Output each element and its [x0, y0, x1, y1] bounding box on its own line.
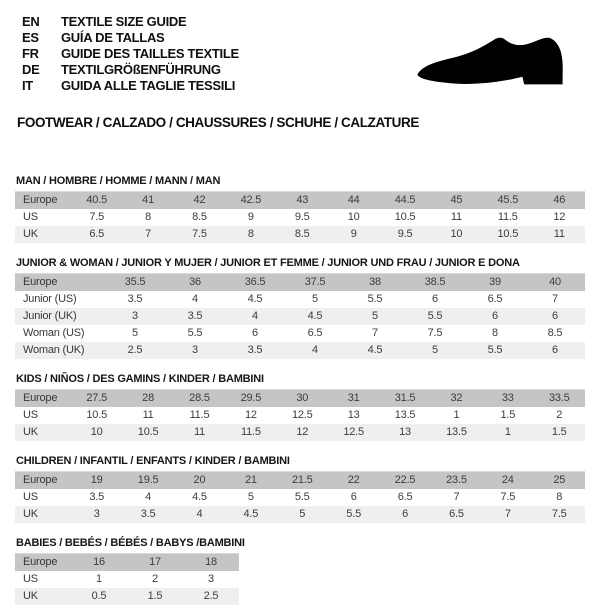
size-value: 6 [402, 508, 408, 520]
size-value: 7 [504, 508, 511, 520]
size-value: 36.5 [244, 276, 266, 288]
size-table-section [15, 455, 585, 523]
language-code: FR [22, 46, 39, 61]
size-value: 10 [90, 426, 103, 438]
size-value: 11.5 [240, 426, 261, 438]
size-value: 22 [347, 474, 360, 486]
size-value: 6.5 [487, 293, 503, 305]
size-value: 28 [142, 392, 154, 404]
row-label: US [23, 491, 38, 503]
size-value: 1.5 [500, 409, 516, 421]
size-value: 16 [93, 556, 105, 568]
size-value: 6 [552, 310, 558, 322]
size-table-section [15, 175, 585, 243]
size-value: 4 [192, 293, 198, 305]
table-row [15, 192, 585, 210]
language-label: GUÍA DE TALLAS [61, 30, 165, 45]
size-value: 21.5 [291, 474, 313, 486]
language-code: DE [22, 62, 40, 77]
size-table-section [15, 257, 585, 359]
size-value: 10.5 [86, 409, 107, 421]
size-table-title: JUNIOR & WOMAN / JUNIOR Y MUJER / JUNIOR ET FEMME / JUNIOR UND FRAU / JUNIOR E DONA [16, 257, 520, 269]
size-value: 4.5 [367, 344, 383, 356]
size-value: 37.5 [304, 276, 326, 288]
row-label: US [23, 573, 38, 585]
size-value: 7 [372, 327, 378, 339]
size-value: 11 [142, 409, 154, 421]
size-value: 10 [450, 228, 463, 240]
size-value: 5.5 [367, 293, 383, 305]
size-value: 28.5 [189, 392, 210, 404]
size-value: 12 [244, 409, 257, 421]
size-value: 0.5 [91, 590, 107, 602]
size-value: 11.5 [189, 409, 210, 421]
size-value: 3.5 [247, 344, 263, 356]
size-value: 18 [205, 556, 217, 568]
size-value: 7.5 [192, 228, 207, 240]
size-value: 33 [501, 392, 514, 404]
size-table-title: BABIES / BEBÉS / BÉBÉS / BABYS /BAMBINI [16, 537, 245, 549]
size-value: 5.5 [427, 310, 443, 322]
size-value: 31 [347, 392, 360, 404]
size-value: 39 [489, 276, 501, 288]
language-code: ES [22, 30, 39, 45]
size-value: 4 [252, 310, 258, 322]
row-label: Junior (US) [23, 293, 77, 305]
size-value: 2 [556, 409, 563, 421]
size-value: 29.5 [240, 392, 262, 404]
size-value: 12.5 [291, 409, 313, 421]
size-value: 5.5 [346, 508, 361, 520]
size-value: 31.5 [394, 392, 416, 404]
size-value: 10.5 [394, 211, 416, 223]
size-value: 8 [556, 491, 563, 503]
row-label: Europe [23, 556, 58, 568]
size-value: 40 [549, 276, 561, 288]
size-value: 5 [312, 293, 318, 305]
size-value: 1.5 [147, 590, 163, 602]
size-value: 23.5 [446, 474, 467, 486]
size-value: 13 [347, 409, 360, 421]
table-row [15, 209, 585, 226]
size-value: 41 [142, 194, 154, 206]
table-row [15, 274, 585, 292]
size-value: 12.5 [343, 426, 364, 438]
row-label: Europe [23, 392, 58, 404]
size-value: 35.5 [124, 276, 146, 288]
table-row [15, 291, 585, 308]
row-label: UK [23, 508, 38, 520]
row-label: UK [23, 228, 38, 240]
size-value: 3 [132, 310, 138, 322]
size-value: 8.5 [547, 327, 563, 339]
size-value: 6.5 [397, 491, 413, 503]
size-value: 40.5 [86, 194, 107, 206]
size-table-title: KIDS / NIÑOS / DES GAMINS / KINDER / BAMBINI [16, 373, 264, 385]
language-label: TEXTILE SIZE GUIDE [61, 14, 187, 29]
size-value: 8 [247, 228, 254, 240]
size-value: 7.5 [551, 508, 567, 520]
size-value: 21 [244, 474, 257, 486]
size-tables [15, 175, 585, 605]
size-value: 19 [90, 474, 103, 486]
size-value: 2.5 [127, 344, 143, 356]
size-value: 6 [552, 344, 558, 356]
row-label: Woman (UK) [23, 344, 85, 356]
size-value: 3.5 [89, 491, 105, 503]
size-value: 44.5 [394, 194, 416, 206]
table-row [15, 554, 239, 572]
size-value: 10 [347, 211, 360, 223]
row-label: US [23, 211, 38, 223]
size-value: 4.5 [192, 491, 207, 503]
table-row [15, 506, 585, 523]
size-value: 9 [350, 228, 357, 240]
size-value: 1 [453, 409, 460, 421]
size-value: 5 [432, 344, 438, 356]
language-label: GUIDE DES TAILLES TEXTILE [61, 46, 239, 61]
size-value: 10.5 [497, 228, 519, 240]
size-value: 11.5 [497, 211, 518, 223]
size-value: 20 [193, 474, 206, 486]
size-value: 30 [296, 392, 309, 404]
size-value: 6 [252, 327, 258, 339]
size-value: 7 [145, 228, 152, 240]
table-row [15, 489, 585, 506]
size-value: 8.5 [294, 228, 310, 240]
size-value: 6.5 [89, 228, 105, 240]
size-value: 33.5 [548, 392, 570, 404]
size-value: 19.5 [137, 474, 159, 486]
size-value: 13.5 [394, 409, 416, 421]
row-label: UK [23, 426, 38, 438]
size-value: 4 [196, 508, 203, 520]
size-table-title: MAN / HOMBRE / HOMME / MANN / MAN [16, 175, 221, 187]
size-value: 13.5 [446, 426, 467, 438]
size-value: 4.5 [247, 293, 263, 305]
row-label: US [23, 409, 38, 421]
size-table [15, 273, 585, 359]
row-label: Europe [23, 194, 58, 206]
language-code: EN [22, 14, 40, 29]
size-table [15, 389, 585, 441]
size-value: 6 [350, 491, 357, 503]
size-value: 5 [299, 508, 306, 520]
size-value: 13 [399, 426, 411, 438]
size-value: 38.5 [424, 276, 446, 288]
shoe-icon [406, 24, 584, 100]
table-row [15, 226, 585, 243]
size-value: 11 [450, 211, 462, 223]
table-row [15, 407, 585, 424]
row-label: UK [23, 590, 38, 602]
size-value: 27.5 [86, 392, 107, 404]
size-value: 8.5 [192, 211, 207, 223]
size-value: 5.5 [487, 344, 503, 356]
size-table-section [15, 537, 585, 605]
size-table [15, 191, 585, 243]
size-value: 3.5 [127, 293, 143, 305]
size-value: 24 [501, 474, 514, 486]
size-value: 6.5 [449, 508, 464, 520]
size-table [15, 553, 239, 605]
size-value: 32 [450, 392, 463, 404]
size-value: 8 [492, 327, 498, 339]
size-value: 11 [193, 426, 205, 438]
size-value: 7 [552, 293, 558, 305]
size-table-section [15, 373, 585, 441]
size-value: 12 [296, 426, 309, 438]
size-value: 2.5 [203, 590, 219, 602]
size-value: 7.5 [89, 211, 105, 223]
category-heading: FOOTWEAR / CALZADO / CHAUSSURES / SCHUHE / CALZATURE [17, 115, 419, 130]
size-value: 3 [192, 344, 198, 356]
table-row [15, 571, 239, 588]
language-label: GUIDA ALLE TAGLIE TESSILI [61, 78, 236, 93]
row-label: Woman (US) [23, 327, 85, 339]
row-label: Europe [23, 474, 58, 486]
size-value: 9.5 [294, 211, 310, 223]
size-value: 7 [453, 491, 460, 503]
size-value: 3.5 [187, 310, 203, 322]
size-value: 43 [296, 194, 309, 206]
size-value: 42 [193, 194, 206, 206]
size-table [15, 471, 585, 523]
language-code: IT [22, 78, 33, 93]
row-label: Junior (UK) [23, 310, 77, 322]
size-value: 12 [553, 211, 566, 223]
size-value: 4.5 [243, 508, 259, 520]
table-row [15, 342, 585, 359]
size-value: 11 [553, 228, 565, 240]
table-row [15, 390, 585, 408]
size-value: 6 [432, 293, 438, 305]
size-value: 3 [93, 508, 100, 520]
size-value: 7.5 [427, 327, 443, 339]
size-value: 9.5 [397, 228, 413, 240]
size-value: 4.5 [307, 310, 323, 322]
size-value: 6 [492, 310, 498, 322]
size-value: 5.5 [294, 491, 310, 503]
size-value: 8 [145, 211, 152, 223]
size-value: 25 [553, 474, 566, 486]
size-table-title: CHILDREN / INFANTIL / ENFANTS / KINDER / BAMBINI [16, 455, 290, 467]
size-value: 1.5 [551, 426, 567, 438]
size-value: 38 [369, 276, 381, 288]
size-value: 42.5 [240, 194, 262, 206]
size-value: 36 [189, 276, 201, 288]
size-value: 9 [247, 211, 254, 223]
size-value: 2 [152, 573, 158, 585]
table-row [15, 588, 239, 605]
size-value: 5 [132, 327, 138, 339]
size-value: 44 [347, 194, 360, 206]
language-label: TEXTILGRÖßENFÜHRUNG [61, 62, 221, 77]
row-label: Europe [23, 276, 58, 288]
table-row [15, 472, 585, 490]
table-row [15, 424, 585, 441]
size-value: 1 [504, 426, 511, 438]
size-value: 5.5 [187, 327, 203, 339]
size-value: 1 [96, 573, 102, 585]
size-value: 6.5 [307, 327, 323, 339]
size-value: 45 [450, 194, 463, 206]
size-value: 22.5 [394, 474, 416, 486]
size-value: 3 [208, 573, 214, 585]
size-value: 17 [149, 556, 161, 568]
size-value: 5 [247, 491, 254, 503]
size-value: 45.5 [497, 194, 519, 206]
table-row [15, 308, 585, 325]
size-value: 46 [553, 194, 566, 206]
table-row [15, 325, 585, 342]
size-value: 10.5 [137, 426, 159, 438]
size-value: 5 [372, 310, 378, 322]
size-value: 7.5 [500, 491, 516, 503]
size-value: 4 [145, 491, 152, 503]
size-value: 3.5 [140, 508, 156, 520]
size-value: 4 [312, 344, 318, 356]
